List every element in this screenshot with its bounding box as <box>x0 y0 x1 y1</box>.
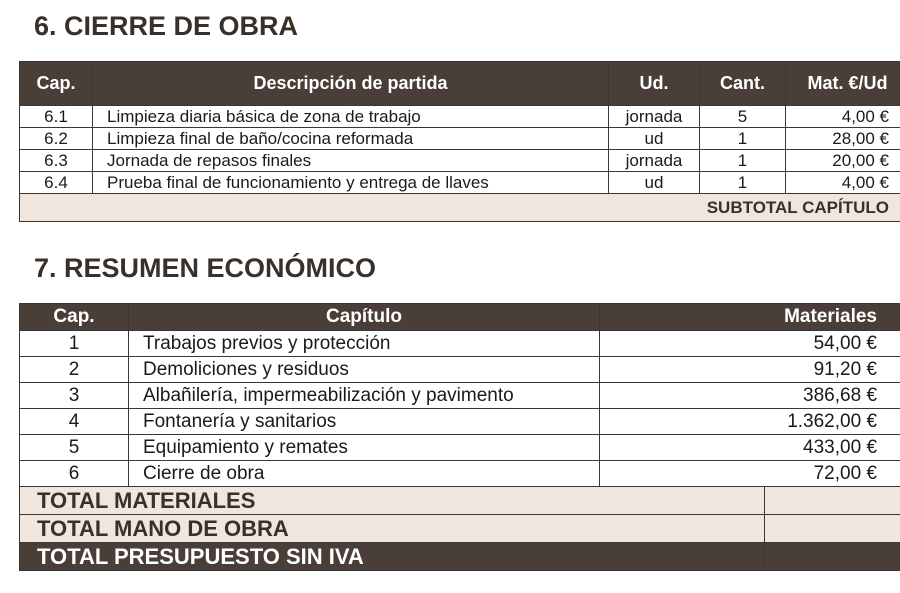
cell-capitulo: Equipamiento y remates <box>129 435 600 461</box>
table-row <box>20 150 900 172</box>
cell-cap: 2 <box>20 357 129 383</box>
cell-cant: 1 <box>700 128 786 150</box>
cell-ud: ud <box>609 128 700 150</box>
cell-materiales: 1.362,00 € <box>600 409 900 435</box>
total-materiales-value <box>765 487 900 515</box>
section-7-title: 7. RESUMEN ECONÓMICO <box>34 253 377 283</box>
cell-ud: jornada <box>609 150 700 172</box>
table-row <box>20 357 900 383</box>
cell-cap: 5 <box>20 435 129 461</box>
header-mat: Mat. €/Ud <box>786 62 900 106</box>
cell-materiales: 54,00 € <box>600 331 900 357</box>
cell-mat: 4,00 € <box>786 172 900 194</box>
table-row <box>20 383 900 409</box>
header-descripcion: Descripción de partida <box>93 62 609 106</box>
header-ud: Ud. <box>609 62 700 106</box>
cell-capitulo: Albañilería, impermeabilización y pavimento <box>129 383 600 409</box>
total-presupuesto-row <box>20 543 900 571</box>
cell-capitulo: Fontanería y sanitarios <box>129 409 600 435</box>
cell-desc: Limpieza final de baño/cocina reformada <box>93 128 609 150</box>
header-cant: Cant. <box>700 62 786 106</box>
subtotal-label: SUBTOTAL CAPÍTULO <box>20 194 900 222</box>
cell-cap: 6.4 <box>20 172 93 194</box>
cell-cant: 5 <box>700 106 786 128</box>
cell-capitulo: Cierre de obra <box>129 461 600 487</box>
total-presupuesto-label: TOTAL PRESUPUESTO SIN IVA <box>20 543 765 571</box>
resumen-economico-table <box>19 303 900 571</box>
total-materiales-label: TOTAL MATERIALES <box>20 487 765 515</box>
header-materiales: Materiales <box>600 304 900 331</box>
header-capitulo: Capítulo <box>129 304 600 331</box>
subtotal-row <box>20 194 900 222</box>
cell-cant: 1 <box>700 172 786 194</box>
cell-cap: 3 <box>20 383 129 409</box>
table-header-row <box>20 304 900 331</box>
cell-desc: Limpieza diaria básica de zona de trabajo <box>93 106 609 128</box>
cell-materiales: 72,00 € <box>600 461 900 487</box>
table-row <box>20 128 900 150</box>
total-presupuesto-value <box>765 543 900 571</box>
cell-cap: 6.1 <box>20 106 93 128</box>
cell-ud: jornada <box>609 106 700 128</box>
table-row <box>20 461 900 487</box>
cell-cap: 6 <box>20 461 129 487</box>
section-6-title: 6. CIERRE DE OBRA <box>34 11 299 41</box>
header-cap: Cap. <box>20 62 93 106</box>
table-row <box>20 106 900 128</box>
cell-mat: 20,00 € <box>786 150 900 172</box>
total-mano-de-obra-row <box>20 515 900 543</box>
cell-cap: 4 <box>20 409 129 435</box>
table-row <box>20 331 900 357</box>
cell-capitulo: Trabajos previos y protección <box>129 331 600 357</box>
table-row <box>20 172 900 194</box>
total-materiales-row <box>20 487 900 515</box>
total-mano-de-obra-value <box>765 515 900 543</box>
cell-cap: 6.2 <box>20 128 93 150</box>
table-row <box>20 409 900 435</box>
cell-materiales: 91,20 € <box>600 357 900 383</box>
cell-cap: 6.3 <box>20 150 93 172</box>
header-cap: Cap. <box>20 304 129 331</box>
cell-cap: 1 <box>20 331 129 357</box>
cell-mat: 28,00 € <box>786 128 900 150</box>
table-header-row <box>20 62 900 106</box>
cell-desc: Prueba final de funcionamiento y entrega de llaves <box>93 172 609 194</box>
cell-mat: 4,00 € <box>786 106 900 128</box>
table-row <box>20 435 900 461</box>
cell-desc: Jornada de repasos finales <box>93 150 609 172</box>
cierre-de-obra-table <box>19 61 900 222</box>
cell-materiales: 433,00 € <box>600 435 900 461</box>
cell-capitulo: Demoliciones y residuos <box>129 357 600 383</box>
cell-materiales: 386,68 € <box>600 383 900 409</box>
cell-ud: ud <box>609 172 700 194</box>
total-mano-de-obra-label: TOTAL MANO DE OBRA <box>20 515 765 543</box>
cell-cant: 1 <box>700 150 786 172</box>
